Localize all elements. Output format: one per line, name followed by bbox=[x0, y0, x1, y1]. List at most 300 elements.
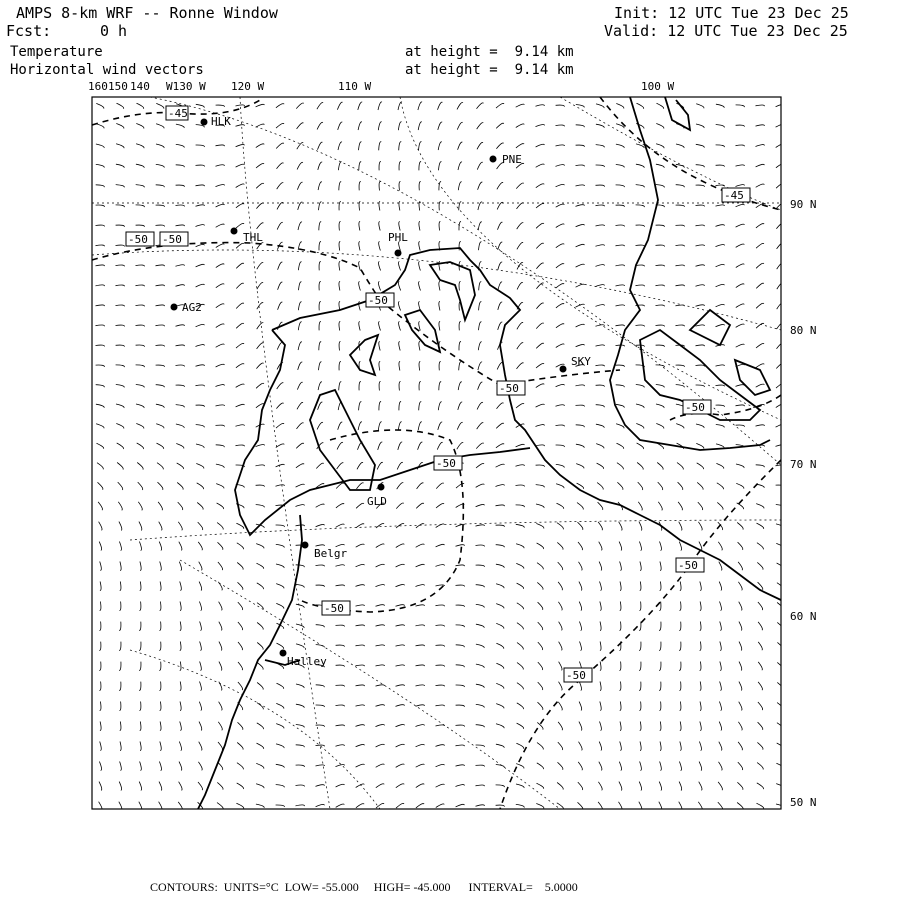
wind-vector bbox=[596, 444, 604, 449]
wind-vector bbox=[776, 424, 785, 427]
wind-vector bbox=[578, 542, 583, 550]
wind-vector bbox=[316, 725, 325, 727]
wind-vector bbox=[536, 184, 544, 188]
wind-vector bbox=[756, 344, 764, 349]
wind-vector bbox=[517, 242, 523, 249]
wind-vector bbox=[398, 422, 401, 430]
wind-vector bbox=[600, 602, 601, 611]
wind-vector bbox=[700, 622, 701, 631]
wind-vector bbox=[758, 662, 762, 670]
wind-vector bbox=[119, 682, 121, 691]
wind-vector bbox=[639, 542, 641, 551]
wind-vector bbox=[696, 144, 704, 147]
wind-vector bbox=[640, 742, 641, 751]
wind-vector bbox=[359, 402, 362, 411]
wind-vector bbox=[216, 165, 225, 166]
wind-vector bbox=[396, 584, 405, 586]
wind-vector bbox=[557, 523, 563, 530]
wind-vector bbox=[459, 222, 461, 231]
svg-text:-50: -50 bbox=[566, 669, 586, 682]
wind-vector bbox=[436, 504, 444, 509]
wind-vector bbox=[96, 285, 105, 286]
wind-vector bbox=[758, 682, 762, 690]
wind-vector bbox=[596, 245, 605, 247]
wind-vector bbox=[336, 565, 345, 567]
wind-vector bbox=[660, 582, 661, 591]
wind-vector bbox=[579, 742, 583, 751]
wind-vector bbox=[639, 782, 641, 791]
wind-vector bbox=[579, 602, 581, 611]
wind-vector bbox=[776, 784, 784, 789]
wind-vector bbox=[219, 602, 222, 611]
wind-vector bbox=[538, 662, 543, 670]
wind-vector bbox=[558, 582, 562, 590]
wind-vector bbox=[777, 283, 783, 289]
wind-vector bbox=[238, 642, 243, 650]
wind-vector bbox=[697, 482, 703, 489]
wind-vector bbox=[139, 642, 141, 651]
wind-vector bbox=[419, 162, 421, 171]
wind-vector bbox=[216, 224, 225, 227]
wind-vector bbox=[156, 164, 164, 167]
wind-vector bbox=[397, 483, 404, 489]
wind-vector bbox=[616, 365, 625, 367]
wind-vector bbox=[756, 323, 764, 328]
wind-vector bbox=[317, 422, 323, 429]
wind-vector bbox=[596, 145, 605, 148]
svg-text:PHL: PHL bbox=[388, 231, 408, 244]
wind-vector bbox=[96, 124, 104, 129]
wind-vector bbox=[218, 542, 223, 549]
wind-vector bbox=[119, 782, 121, 791]
wind-vector bbox=[536, 283, 543, 289]
wind-vector bbox=[559, 682, 563, 691]
wind-vector bbox=[476, 443, 483, 449]
wind-vector bbox=[658, 502, 662, 510]
wind-vector bbox=[777, 243, 784, 249]
wind-vector bbox=[459, 342, 461, 351]
wind-vector bbox=[139, 522, 142, 531]
wind-vector bbox=[257, 283, 263, 290]
wind-vector bbox=[176, 205, 185, 206]
wind-vector bbox=[236, 384, 245, 387]
wind-vector bbox=[378, 422, 381, 430]
wind-vector bbox=[757, 523, 764, 529]
wind-vector bbox=[296, 624, 304, 628]
wind-vector bbox=[659, 702, 661, 711]
wind-vector bbox=[639, 602, 641, 611]
wind-vector bbox=[339, 362, 341, 371]
wind-vector bbox=[717, 483, 724, 489]
wind-vector bbox=[116, 345, 125, 347]
wind-vector bbox=[576, 145, 585, 147]
wind-vector bbox=[100, 602, 101, 611]
wind-vector bbox=[359, 242, 360, 251]
wind-vector bbox=[636, 205, 645, 207]
wind-vector bbox=[517, 203, 524, 209]
wind-vector bbox=[619, 762, 621, 771]
wind-vector bbox=[598, 782, 602, 790]
wind-vector bbox=[738, 582, 742, 590]
wind-vector bbox=[256, 144, 264, 148]
wind-vector bbox=[157, 443, 164, 449]
wind-vector bbox=[120, 762, 122, 771]
wind-vector bbox=[96, 365, 105, 367]
wind-vector bbox=[700, 702, 701, 711]
wind-vector bbox=[418, 122, 422, 130]
wind-vector bbox=[217, 803, 223, 810]
wind-vector bbox=[776, 183, 784, 188]
wind-vector bbox=[536, 323, 543, 329]
wind-vector bbox=[199, 562, 202, 571]
wind-vector bbox=[276, 104, 284, 108]
wind-vector bbox=[616, 305, 625, 306]
wind-vector bbox=[160, 742, 161, 751]
wind-vector bbox=[438, 422, 442, 430]
wind-vector bbox=[738, 562, 742, 570]
wind-vector bbox=[496, 525, 505, 527]
wind-vector bbox=[556, 284, 564, 288]
wind-vector bbox=[777, 743, 784, 749]
wind-vector bbox=[497, 403, 504, 409]
wind-vector bbox=[599, 762, 602, 771]
wind-vector bbox=[419, 262, 421, 271]
svg-text:-50: -50 bbox=[368, 294, 388, 307]
wind-vector bbox=[537, 783, 544, 789]
wind-vector bbox=[516, 764, 524, 769]
wind-vector bbox=[600, 662, 601, 671]
wind-vector bbox=[736, 185, 745, 187]
wind-vector bbox=[297, 162, 303, 169]
wind-vector bbox=[578, 762, 582, 770]
wind-vector bbox=[298, 362, 303, 370]
wind-vector bbox=[140, 722, 141, 731]
wind-vector bbox=[758, 722, 763, 730]
wind-vector bbox=[696, 365, 705, 366]
wind-vector bbox=[677, 463, 683, 470]
wind-vector bbox=[116, 124, 124, 129]
wind-vector bbox=[559, 642, 562, 651]
lon-label: 140 bbox=[130, 80, 150, 93]
wind-vector bbox=[276, 584, 284, 589]
wind-vector bbox=[216, 145, 225, 146]
wind-vector bbox=[777, 703, 783, 710]
wind-vector bbox=[378, 102, 382, 110]
wind-vector bbox=[237, 783, 244, 789]
wind-vector bbox=[378, 442, 383, 450]
wind-vector bbox=[620, 622, 621, 631]
wind-vector bbox=[236, 425, 245, 427]
wind-vector bbox=[418, 422, 422, 430]
wind-vector bbox=[476, 644, 484, 648]
wind-vector bbox=[716, 264, 725, 266]
wind-vector bbox=[616, 165, 624, 168]
wind-vector bbox=[536, 263, 543, 269]
wind-vector bbox=[198, 542, 202, 550]
wind-vector bbox=[356, 764, 365, 767]
wind-vector bbox=[418, 442, 423, 450]
wind-vector bbox=[716, 205, 725, 206]
wind-vector bbox=[557, 783, 563, 790]
lat-label: 70 N bbox=[790, 458, 817, 471]
wind-vector bbox=[116, 305, 125, 306]
wind-vector bbox=[336, 645, 345, 647]
wind-vector bbox=[276, 785, 285, 788]
wind-vector bbox=[156, 325, 165, 326]
wind-vector bbox=[416, 665, 425, 666]
wind-vector bbox=[696, 245, 705, 246]
wind-vector bbox=[536, 524, 544, 529]
wind-vector bbox=[236, 523, 243, 529]
wind-vector bbox=[696, 205, 705, 206]
wind-vector bbox=[756, 465, 765, 467]
wind-vector bbox=[356, 544, 365, 547]
wind-vector bbox=[716, 324, 725, 326]
wind-vector bbox=[656, 285, 665, 286]
wind-vector bbox=[777, 343, 784, 349]
wind-vector bbox=[777, 723, 783, 730]
wind-vector bbox=[136, 424, 144, 429]
wind-vector bbox=[476, 624, 484, 628]
wind-vector bbox=[738, 762, 743, 770]
wind-vector bbox=[96, 103, 104, 108]
wind-vector bbox=[337, 463, 344, 469]
wind-vector bbox=[158, 482, 163, 490]
wind-vector bbox=[756, 164, 765, 167]
wind-vector bbox=[316, 685, 325, 687]
wind-vector bbox=[478, 342, 481, 350]
wind-vector bbox=[696, 385, 705, 387]
wind-vector bbox=[720, 602, 722, 611]
wind-vector bbox=[439, 221, 440, 230]
wind-vector bbox=[497, 202, 503, 209]
wind-vector bbox=[196, 365, 205, 366]
wind-vector bbox=[379, 162, 381, 171]
wind-vector bbox=[656, 325, 665, 326]
wind-vector bbox=[96, 424, 104, 429]
wind-vector bbox=[200, 682, 202, 691]
wind-vector bbox=[678, 502, 682, 510]
wind-vector bbox=[498, 222, 503, 230]
wind-vector bbox=[517, 723, 524, 729]
wind-vector bbox=[118, 482, 123, 490]
wind-vector bbox=[576, 464, 584, 469]
wind-vector bbox=[136, 285, 145, 286]
wind-vector bbox=[376, 803, 384, 808]
wind-vector bbox=[776, 465, 785, 466]
wind-vector bbox=[296, 604, 304, 608]
wind-vector bbox=[576, 385, 585, 386]
wind-vector bbox=[316, 705, 325, 707]
wind-vector bbox=[536, 504, 544, 508]
wind-vector bbox=[159, 662, 161, 671]
wind-vector bbox=[298, 322, 301, 330]
wind-vector bbox=[777, 662, 783, 669]
wind-vector bbox=[737, 523, 743, 530]
wind-vector bbox=[96, 404, 104, 408]
wind-vector bbox=[416, 804, 424, 808]
wind-vector bbox=[739, 602, 742, 611]
wind-vector bbox=[616, 205, 625, 207]
wind-vector bbox=[219, 622, 222, 631]
wind-vector bbox=[378, 122, 381, 130]
wind-vector bbox=[559, 622, 562, 631]
wind-vector bbox=[439, 302, 440, 311]
wind-vector bbox=[639, 682, 641, 691]
wind-vector bbox=[216, 284, 224, 288]
wind-vector bbox=[736, 385, 745, 387]
wind-vector bbox=[619, 522, 622, 531]
wind-vector bbox=[140, 762, 142, 771]
wind-vector bbox=[557, 803, 564, 809]
wind-vector bbox=[600, 702, 601, 711]
wind-vector bbox=[516, 465, 525, 466]
lon-label: 150 bbox=[108, 80, 128, 93]
wind-vector bbox=[736, 344, 745, 347]
wind-vector bbox=[156, 225, 165, 227]
wind-vector bbox=[319, 342, 321, 351]
wind-vector bbox=[356, 685, 365, 686]
wind-vector bbox=[298, 222, 302, 230]
wind-vector bbox=[236, 803, 243, 808]
temperature-contours bbox=[92, 97, 781, 809]
wind-vector bbox=[257, 223, 264, 229]
wind-vector bbox=[456, 565, 465, 566]
wind-vector bbox=[180, 642, 181, 651]
wind-vector bbox=[160, 562, 162, 571]
wind-vector bbox=[756, 364, 764, 368]
wind-vector bbox=[656, 245, 665, 247]
wind-vector bbox=[477, 142, 483, 149]
wind-vector bbox=[700, 682, 701, 691]
wind-vector bbox=[159, 642, 161, 651]
wind-vector bbox=[419, 282, 421, 291]
lat-label: 80 N bbox=[790, 324, 817, 337]
wind-vector bbox=[659, 682, 661, 691]
contour-label bbox=[160, 232, 188, 246]
wind-vector bbox=[459, 202, 462, 211]
wind-vector bbox=[496, 123, 504, 128]
wind-vector bbox=[296, 565, 305, 567]
wind-vector bbox=[620, 702, 621, 711]
wind-vector bbox=[196, 145, 205, 147]
wind-vector bbox=[656, 124, 664, 129]
wind-vector bbox=[538, 702, 543, 710]
wind-vector bbox=[456, 585, 465, 587]
wind-vector bbox=[257, 683, 263, 690]
contour-label bbox=[166, 106, 188, 120]
wind-vector bbox=[396, 724, 405, 726]
wind-vector bbox=[416, 544, 425, 547]
wind-vector bbox=[399, 162, 401, 171]
wind-vector bbox=[536, 303, 543, 309]
wind-vector bbox=[776, 124, 785, 127]
wind-vector bbox=[376, 524, 384, 529]
coastlines bbox=[198, 97, 781, 809]
wind-vector bbox=[517, 663, 523, 670]
wind-vector bbox=[298, 342, 302, 350]
wind-vector bbox=[338, 422, 343, 430]
wind-vector bbox=[756, 283, 764, 288]
wind-vector bbox=[96, 164, 104, 167]
wind-vector bbox=[179, 782, 182, 791]
wind-vector bbox=[496, 744, 504, 748]
wind-vector bbox=[538, 622, 543, 630]
wind-vector bbox=[136, 265, 145, 266]
wind-vector bbox=[356, 725, 365, 727]
wind-vector bbox=[680, 722, 681, 731]
wind-vector bbox=[337, 102, 342, 110]
wind-vector bbox=[156, 404, 164, 408]
wind-vector bbox=[757, 763, 763, 770]
wind-vector bbox=[316, 463, 323, 468]
wind-vector bbox=[379, 381, 381, 390]
wind-vector bbox=[596, 124, 604, 128]
wind-vector bbox=[656, 385, 664, 388]
station-ag2 bbox=[171, 301, 202, 314]
wind-vector bbox=[119, 602, 121, 611]
wind-vector bbox=[376, 625, 385, 626]
wind-vector bbox=[756, 263, 764, 268]
wind-vector bbox=[336, 784, 345, 787]
wind-vector bbox=[556, 384, 565, 386]
wind-vector bbox=[276, 444, 284, 448]
wind-vector bbox=[558, 742, 563, 750]
wind-vector bbox=[776, 505, 784, 508]
wind-vector bbox=[136, 144, 144, 148]
wind-vector bbox=[276, 123, 284, 128]
wind-vector bbox=[737, 503, 744, 509]
wind-vector bbox=[700, 642, 701, 651]
wind-vector bbox=[297, 123, 304, 129]
wind-vector bbox=[516, 124, 524, 128]
height-wind: at height = 9.14 km bbox=[405, 62, 574, 78]
wind-vector bbox=[556, 324, 564, 328]
wind-vector bbox=[376, 784, 384, 788]
wind-vector bbox=[276, 744, 284, 748]
wind-vector bbox=[117, 103, 124, 109]
wind-vector bbox=[99, 642, 101, 651]
wind-vector bbox=[719, 562, 722, 571]
wind-vector bbox=[277, 222, 283, 229]
wind-vector bbox=[358, 102, 362, 110]
lon-label: W130 W bbox=[166, 80, 206, 93]
wind-vector bbox=[439, 182, 441, 191]
wind-vector bbox=[159, 622, 161, 631]
wind-vector bbox=[238, 662, 243, 670]
wind-vector bbox=[96, 225, 105, 226]
wind-vector bbox=[776, 363, 783, 368]
wind-vector bbox=[679, 782, 682, 791]
wind-vector bbox=[477, 423, 484, 429]
wind-vector bbox=[319, 262, 321, 271]
wind-vector bbox=[156, 385, 165, 388]
wind-vector bbox=[136, 205, 145, 207]
wind-vector bbox=[238, 682, 243, 690]
wind-vector bbox=[416, 645, 425, 646]
wind-vector bbox=[139, 602, 141, 611]
wind-vector bbox=[276, 423, 284, 428]
wind-vector bbox=[598, 522, 602, 530]
wind-vector bbox=[736, 483, 744, 488]
height-temperature: at height = 9.14 km bbox=[405, 44, 574, 60]
wind-vector bbox=[436, 565, 445, 567]
wind-vector bbox=[476, 525, 485, 526]
wind-vector bbox=[297, 143, 303, 150]
wind-vector bbox=[256, 203, 263, 209]
wind-vector bbox=[358, 122, 362, 130]
wind-vector bbox=[656, 265, 665, 266]
